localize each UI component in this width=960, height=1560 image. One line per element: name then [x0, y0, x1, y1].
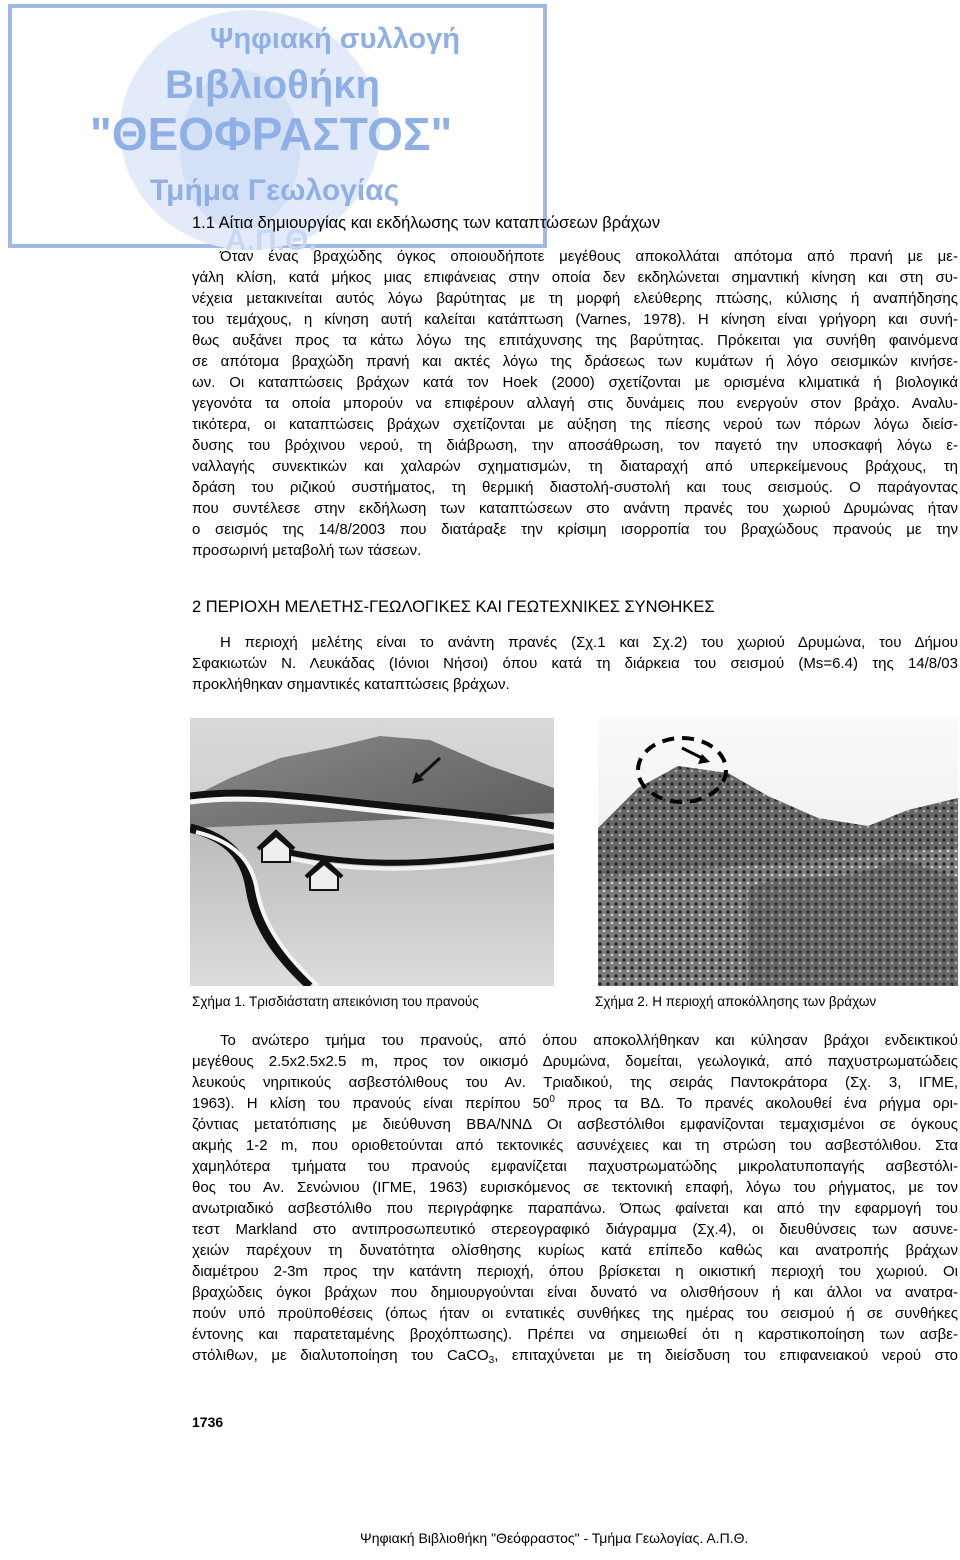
paragraph-line: γάλη κλίση, κατά μήκος μιας επιφάνειας στην οποία δεν εκδηλώνεται σημαντική κίνηση και στη συ-: [192, 269, 958, 286]
paragraph-line: Σφακιωτών Ν. Λευκάδας (Ιόνιοι Νήσοι) όπου κατά τη διάρκεια του σεισμού (Ms=6.4) της 14/8/03: [192, 655, 958, 672]
text-segment: , επιταχύνεται με τη διείσδυση του επιφανειακού νερού στο: [494, 1347, 958, 1364]
text-segment: 1963). Η κλίση του πρανούς είναι περίπου 50: [192, 1095, 550, 1112]
paragraph-line: βραχώδεις όγκοι βράχων που δημιουργούνται είναι δυνατό να ολισθήσουν ή και άλλοι να ανατρα-: [192, 1284, 958, 1301]
paragraph-line: ζόντιας μετατόπισης με διεύθυνση ΒΒΑ/ΝΝΔ Οι ασβεστόλιθοι εμφανίζονται τεμαχισμένοι σε όγκους: [192, 1116, 958, 1133]
paragraph-line: του τεμάχους, η κίνηση αυτή καλείται κατάπτωση (Varnes, 1978). Η κίνηση είναι γρήγορη και συνή-: [192, 311, 958, 328]
figure-2-caption: Σχήμα 2. Η περιοχή αποκόλλησης των βράχων: [595, 994, 877, 1009]
section-1-1-title: 1.1 Αίτια δημιουργίας και εκδήλωσης των καταπτώσεων βράχων: [192, 214, 661, 232]
figure-2-photo: [598, 718, 958, 986]
paragraph-line: νέχεια μετακινείται αυτός λόγω βαρύτητας με τη μορφή ελεύθερης πτώσης, κύλισης ή αναπήδησης: [192, 290, 958, 307]
paragraph-line: ων. Οι καταπτώσεις βράχων κατά τον Hoek (2000) σχετίζονται με ορισμένα κλιματικά ή βιολογικά: [192, 374, 958, 391]
watermark-line5: Α.Π.Θ.: [225, 224, 317, 257]
paragraph-line: πούν υπό προϋποθέσεις (όπως ήταν οι εντατικές συνθήκες της ημέρας του σεισμού ή σε συνθήκες: [192, 1305, 958, 1322]
paragraph-line: Το ανώτερο τμήμα του πρανούς, από όπου αποκολλήθηκαν και κύλησαν βράχοι ενδεικτικού: [220, 1032, 958, 1049]
paragraph-line: δράση του ριζικού συστήματος, τη θερμική διαστολή-συστολή και τους σεισμούς. Ο παράγοντας: [192, 479, 958, 496]
paragraph-line: Η περιοχή μελέτης είναι το ανάντη πρανές (Σχ.1 και Σχ.2) του χωριού Δρυμώνα, του Δήμου: [220, 634, 958, 651]
paragraph-line: έντονης και παρατεταμένης βροχόπτωσης). Πρέπει να σημειωθεί ότι η καρστικοποίηση των ασβε-: [192, 1326, 958, 1343]
paragraph-line: γεγονότα τα οποία μπορούν να επιφέρουν αλλαγή στις δυνάμεις που ενεργούν στον βράχο. Αναλυ-: [192, 395, 958, 412]
paragraph-line: σε απότομα βραχώδη πρανή και ακτές λόγω της δράσεως των κυμάτων ή λόγο σεισμικών κινήσε-: [192, 353, 958, 370]
paragraph-line: [192, 1345, 958, 1366]
paragraph-line: θος του Αν. Σενώνιου (ΙΓΜΕ, 1963) ευρισκόμενος σε τεκτονική επαφή, λόγω του ρήγματος, με τον: [192, 1179, 958, 1196]
paragraph-line: δυσης του βρόχινου νερού, τη διάβρωση, την αποσάθρωση, τον παγετό την υποσκαφή λόγω ε-: [192, 437, 958, 454]
paragraph-line: [192, 1093, 958, 1114]
figure-1-terrain-3d: [190, 718, 554, 986]
watermark-line1: Ψηφιακή συλλογή: [210, 23, 460, 55]
paragraph-line: τεστ Markland στο αντιπροσωπευτικό στερεογραφικό διάγραμμα (Σχ.4), οι διευθύνσεις των ασυνε-: [192, 1221, 958, 1238]
subscript: 3: [488, 1355, 495, 1366]
watermark-line2: Βιβλιοθήκη: [165, 63, 380, 107]
text-segment: προς τα ΒΔ. Το πρανές ακολουθεί ένα ρήγμα ορι-: [554, 1095, 958, 1112]
paragraph-line: ακμής 1-2 m, που οριοθετούνται από τεκτονικές ασυνέχειες και τη στρώση του ασβεστόλιθου. Στα: [192, 1137, 958, 1154]
page-number: 1736: [192, 1414, 224, 1430]
paragraph-line: Όταν ένας βραχώδης όγκος οποιουδήποτε μεγέθους αποκολλάται απότομα από πρανή με με-: [220, 248, 958, 265]
text-segment: στόλιθων, με διαλυτοποίηση του CaCO: [192, 1347, 489, 1364]
paragraph-line: λευκούς νηριτικούς ασβεστόλιθους του Αν. Τριαδικού, της σειράς Παντοκράτορα (Σχ. 3, ΙΓΜΕ,: [192, 1074, 958, 1091]
page-footer: Ψηφιακή Βιβλιοθήκη "Θεόφραστος" - Τμήμα Γεωλογίας. Α.Π.Θ.: [360, 1530, 749, 1546]
paragraph-line: ο σεισμός της 14/8/2003 που διατάραξε την κρίσιμη ισορροπία του βραχώδους πρανούς με την: [192, 521, 958, 538]
paragraph-line: τικότερα, οι καταπτώσεις βράχων σχετίζονται με αύξηση της πίεσης νερού των πόρων λόγω διείσ-: [192, 416, 958, 433]
paragraph-line: χαμηλότερα τμήματα του πρανούς εμφανίζεται παχυστρωματώδης μικρολατυποπαγής ασβεστόλι-: [192, 1158, 958, 1175]
degree-superscript: 0: [549, 1094, 555, 1105]
paragraph-line: προκλήθηκαν σημαντικές καταπτώσεις βράχων.: [192, 676, 510, 693]
paragraph-line: προσωρινή μεταβολή των τάσεων.: [192, 542, 422, 559]
paragraph-line: ναλλαγής συνεκτικών και χαλαρών σχηματισμών, τη διαταραχή από υπερκείμενους βράχους, τη: [192, 458, 958, 475]
paragraph-line: μεγέθους 2.5x2.5x2.5 m, προς τον οικισμό Δρυμώνα, δομείται, γεωλογικά, από παχυστρωματώδεις: [192, 1053, 958, 1070]
paragraph-line: που συντέλεσε στην εκδήλωση των καταπτώσεων στο ανάντη πρανές του χωριού Δρυμώνας ήταν: [192, 500, 958, 517]
paragraph-line: θως αυξάνει προς τα κάτω λόγω της επιτάχυνσης της βαρύτητας. Πρόκειται για συνήθη φαινόμενα: [192, 332, 958, 349]
ground-surface: [190, 813, 554, 986]
watermark-line4: Τμήμα Γεωλογίας: [150, 174, 400, 207]
paragraph-line: διαμέτρου 2-3m προς την κατάντη περιοχή, όπου βρίσκεται η οικιστική περιοχή του χωριού. Οι: [192, 1263, 958, 1280]
section-2-title: 2 ΠΕΡΙΟΧΗ ΜΕΛΕΤΗΣ-ΓΕΩΛΟΓΙΚΕΣ ΚΑΙ ΓΕΩΤΕΧΝΙΚΕΣ ΣΥΝΘΗΚΕΣ: [192, 598, 715, 616]
paragraph-line: ανωτριαδικό ασβεστόλιθο που περιγράφηκε παραπάνω. Όπως φαίνεται και από την εφαρμογή του: [192, 1200, 958, 1217]
figure-1-caption: Σχήμα 1. Τρισδιάστατη απεικόνιση του πρανούς: [192, 994, 479, 1009]
watermark-line3: "ΘΕΟΦΡΑΣΤΟΣ": [90, 108, 453, 160]
paragraph-line: χειών παρέχουν τη δυνατότητα ολίσθησης κυρίως κατά επίπεδο καθώς και ανατροπής βράχων: [192, 1242, 958, 1259]
